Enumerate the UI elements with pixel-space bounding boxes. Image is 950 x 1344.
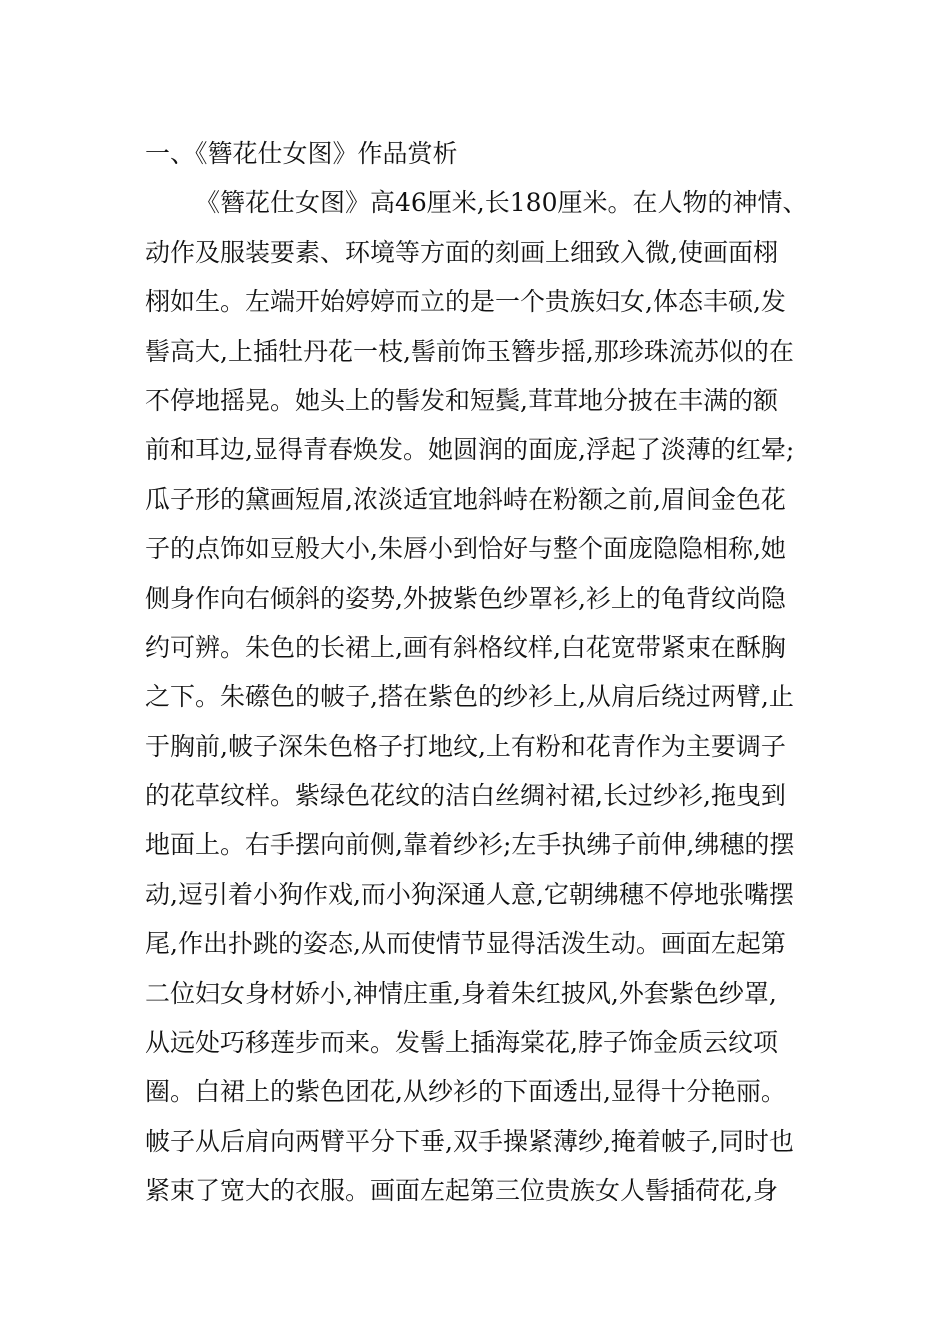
paragraph-line: 紧束了宽大的衣服。画面左起第三位贵族女人髻插荷花,身 — [145, 1176, 778, 1206]
paragraph-line: 之下。朱礤色的帔子,搭在紫色的纱衫上,从肩后绕过两臂,止 — [145, 682, 794, 712]
paragraph-line: 前和耳边,显得青春焕发。她圆润的面庞,浮起了淡薄的红晕; — [145, 435, 795, 465]
paragraph-line: 地面上。右手摆向前侧,靠着纱衫;左手执绋子前伸,绋穗的摆 — [145, 830, 795, 860]
paragraph-line: 圈。白裙上的紫色团花,从纱衫的下面透出,显得十分艳丽。 — [145, 1077, 786, 1107]
paragraph-line: 帔子从后肩向两臂平分下垂,双手操紧薄纱,掩着帔子,同时也 — [145, 1126, 794, 1156]
paragraph-line: 动作及服装要素、环境等方面的刻画上细致入微,使画面栩 — [145, 237, 778, 267]
paragraph-line: 不停地摇晃。她头上的髻发和短鬓,茸茸地分披在丰满的额 — [145, 385, 778, 415]
paragraph-line: 《簪花仕女图》高46厘米,长180厘米。在人物的神情、 — [195, 188, 808, 218]
paragraph-line: 约可辨。朱色的长裙上,画有斜格纹样,白花宽带紧束在酥胸 — [145, 632, 786, 662]
paragraph-line: 动,逗引着小狗作戏,而小狗深通人意,它朝绋穗不停地张嘴摆 — [145, 879, 794, 909]
paragraph-line: 侧身作向右倾斜的姿势,外披紫色纱罩衫,衫上的龟背纹尚隐 — [145, 583, 786, 613]
section-heading: 一、《簪花仕女图》作品赏析 — [145, 139, 458, 168]
paragraph-line: 的花草纹样。紫绿色花纹的洁白丝绸衬裙,长过纱衫,拖曳到 — [145, 781, 786, 811]
article-body — [145, 129, 835, 1216]
paragraph-line: 栩如生。左端开始婷婷而立的是一个贵族妇女,体态丰硕,发 — [145, 287, 786, 317]
paragraph-line: 从远处巧移莲步而来。发髻上插海棠花,脖子饰金质云纹项 — [145, 1028, 778, 1058]
paragraph-line: 瓜子形的黛画短眉,浓淡适宜地斜峙在粉额之前,眉间金色花 — [145, 484, 786, 514]
paragraph-line: 髻高大,上插牡丹花一枝,髻前饰玉簪步摇,那珍珠流苏似的在 — [145, 336, 794, 366]
paragraph-line: 子的点饰如豆般大小,朱唇小到恰好与整个面庞隐隐相称,她 — [145, 534, 786, 564]
paragraph-line: 于胸前,帔子深朱色格子打地纹,上有粉和花青作为主要调子 — [145, 731, 786, 761]
paragraph-line: 二位妇女身材娇小,神情庄重,身着朱红披风,外套紫色纱罩, — [145, 978, 777, 1008]
paragraph-line: 尾,作出扑跳的姿态,从而使情节显得活泼生动。画面左起第 — [145, 929, 786, 959]
